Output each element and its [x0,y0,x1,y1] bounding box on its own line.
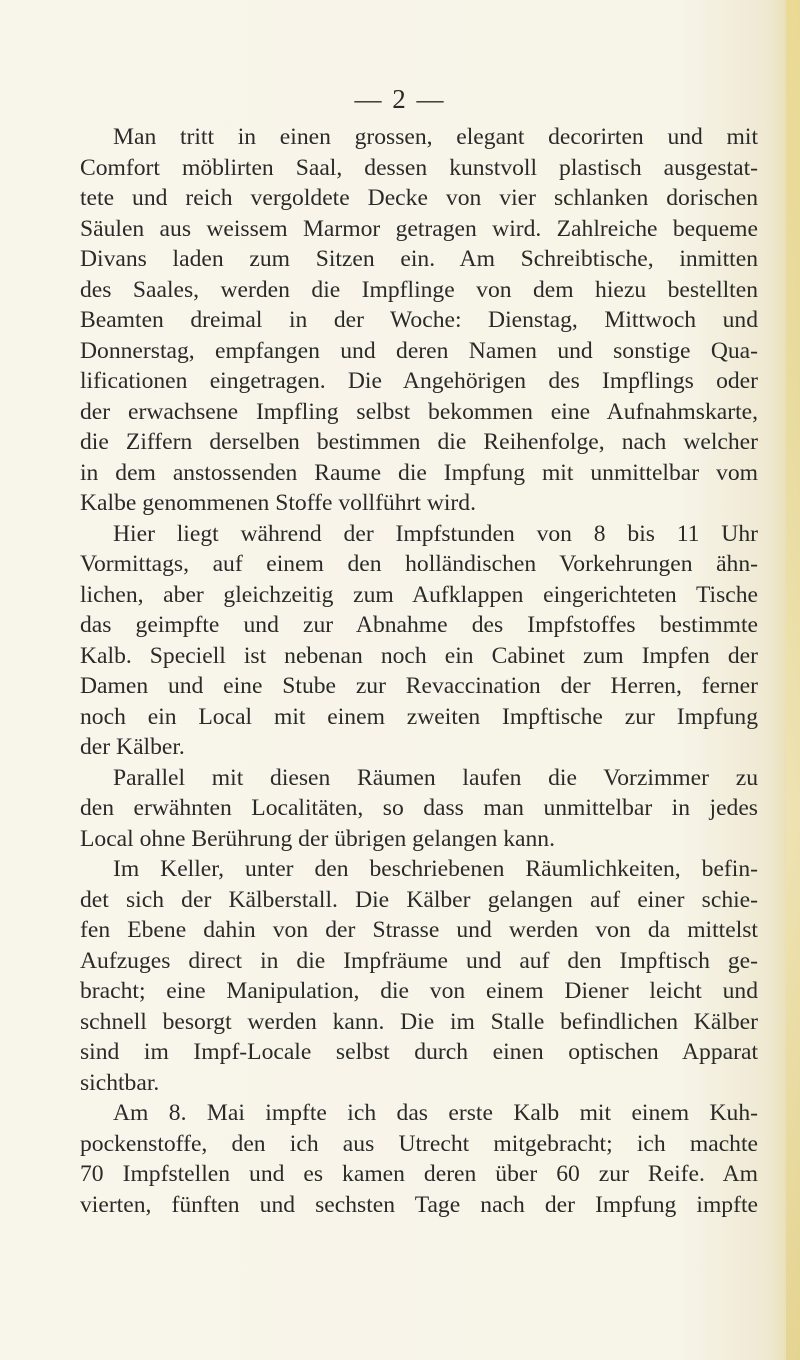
text-line: die Ziffern derselben bestimmen die Reihenfolge, nach welcher [80,429,758,455]
text-line: 70 Impfstellen und es kamen deren über 60 zur Reife. Am [80,1161,758,1187]
text-line: Säulen aus weissem Marmor getragen wird. Zahlreiche bequeme [80,215,758,242]
text-line: Local ohne Berührung der übrigen gelangen kann. [80,825,555,852]
text-line: Parallel mit diesen Räumen laufen die Vorzimmer zu [113,764,758,791]
text-line: das geimpfte und zur Abnahme des Impfstoffes bestimmte [80,612,758,638]
text-line: Comfort möblirten Saal, dessen kunstvoll plastisch ausgestat- [80,154,758,181]
text-line: in dem anstossenden Raume die Impfung mit unmittelbar vom [80,459,758,486]
text-line: sind im Impf-Locale selbst durch einen optischen Apparat [80,1039,758,1065]
text-line: schnell besorgt werden kann. Die im Stalle befindlichen Kälber [80,1008,758,1035]
text-line: des Saales, werden die Impflinge von dem hiezu bestellten [80,276,758,303]
text-line: Hier liegt während der Impfstunden von 8 bis 11 Uhr [113,520,758,547]
text-line: Donnerstag, empfangen und deren Namen und sonstige Qua- [80,337,758,364]
text-line: Vormittags, auf einem den holländischen Vorkehrungen ähn- [80,551,758,577]
page-number: — 2 — [354,84,446,114]
body-text [80,122,758,1220]
text-line: der erwachsene Impfling selbst bekommen eine Aufnahmskarte, [80,398,758,425]
text-line: det sich der Kälberstall. Die Kälber gelangen auf einer schie- [80,886,758,913]
text-line: Beamten dreimal in der Woche: Dienstag, Mittwoch und [80,307,758,333]
text-line: tete und reich vergoldete Decke von vier schlanken dorischen [80,185,758,211]
text-line: lichen, aber gleichzeitig zum Aufklappen eingerichteten Tische [80,581,758,608]
text-line: noch ein Local mit einem zweiten Impftische zur Impfung [80,703,758,730]
text-line: fen Ebene dahin von der Strasse und werden von da mittelst [80,917,758,943]
text-line: pockenstoffe, den ich aus Utrecht mitgebracht; ich machte [80,1130,758,1157]
text-line: bracht; eine Manipulation, die von einem Diener leicht und [80,978,758,1004]
text-line: Kalb. Speciell ist nebenan noch ein Cabinet zum Impfen der [80,642,758,669]
text-line: Damen und eine Stube zur Revaccination der Herren, ferner [80,673,758,699]
text-line: lificationen eingetragen. Die Angehörigen des Impflings oder [80,368,758,394]
paper-edge-stain [786,0,800,1360]
text-line: Kalbe genommenen Stoffe vollführt wird. [80,490,476,516]
text-line: der Kälber. [80,734,185,760]
text-line: Man tritt in einen grossen, elegant decorirten und mit [113,124,758,150]
text-line: Im Keller, unter den beschriebenen Räumlichkeiten, befin- [113,856,758,882]
text-line: vierten, fünften und sechsten Tage nach der Impfung impfte [80,1191,758,1218]
text-line: Aufzuges direct in die Impfräume und auf den Impftisch ge- [80,947,758,974]
text-line: den erwähnten Localitäten, so dass man unmittelbar in jedes [80,795,758,821]
text-line: Divans laden zum Sitzen ein. Am Schreibtische, inmitten [80,246,758,272]
text-line: Am 8. Mai impfte ich das erste Kalb mit einem Kuh- [113,1100,758,1126]
text-line: sichtbar. [80,1069,160,1096]
